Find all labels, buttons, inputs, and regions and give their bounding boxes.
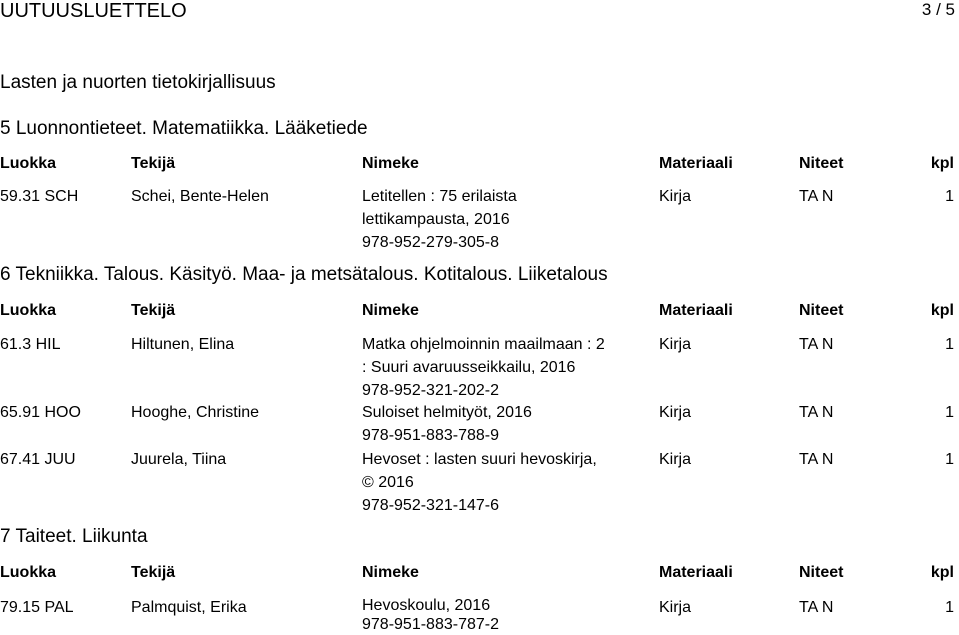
cell-nimeke <box>362 596 499 634</box>
cell-nimeke <box>362 401 532 447</box>
cell-kpl: 1 <box>945 404 954 421</box>
col-header-kpl: kpl <box>930 564 954 581</box>
section-title: 6 Tekniikka. Talous. Käsityö. Maa- ja metsätalous. Kotitalous. Liiketalous <box>0 264 608 285</box>
col-header-niteet: Niteet <box>799 155 844 172</box>
document-title: UUTUUSLUETTELO <box>0 0 187 22</box>
col-header-luokka: Luokka <box>0 155 57 172</box>
nimeke-line: 978-951-883-788-9 <box>362 427 499 444</box>
cell-luokka: 79.15 PAL <box>0 599 74 616</box>
cell-niteet: TA N <box>799 188 834 205</box>
col-header-niteet: Niteet <box>799 302 844 319</box>
cell-nimeke <box>362 185 517 254</box>
cell-materiaali: Kirja <box>659 451 692 468</box>
cell-luokka: 67.41 JUU <box>0 451 76 468</box>
col-header-kpl: kpl <box>930 155 954 172</box>
cell-niteet: TA N <box>799 404 834 421</box>
col-header-tekija: Tekijä <box>131 302 176 319</box>
nimeke-line: 978-952-321-147-6 <box>362 497 499 514</box>
cell-kpl: 1 <box>945 336 954 353</box>
nimeke-line: lettikampausta, 2016 <box>362 211 510 228</box>
col-header-nimeke: Nimeke <box>362 302 419 319</box>
col-header-materiaali: Materiaali <box>659 564 733 581</box>
cell-kpl: 1 <box>945 599 954 616</box>
col-header-nimeke: Nimeke <box>362 564 419 581</box>
cell-tekija: Hooghe, Christine <box>131 404 260 421</box>
cell-luokka: 65.91 HOO <box>0 404 81 421</box>
cell-materiaali: Kirja <box>659 599 692 616</box>
col-header-kpl: kpl <box>930 302 954 319</box>
col-header-materiaali: Materiaali <box>659 302 733 319</box>
nimeke-line: 978-952-279-305-8 <box>362 234 499 251</box>
cell-tekija: Palmquist, Erika <box>131 599 247 616</box>
main-heading: Lasten ja nuorten tietokirjallisuus <box>0 72 276 93</box>
section-title: 5 Luonnontieteet. Matematiikka. Lääketiede <box>0 118 368 139</box>
cell-materiaali: Kirja <box>659 188 692 205</box>
col-header-materiaali: Materiaali <box>659 155 733 172</box>
cell-nimeke <box>362 448 597 517</box>
nimeke-line: Suloiset helmityöt, 2016 <box>362 404 532 421</box>
col-header-tekija: Tekijä <box>131 155 176 172</box>
cell-niteet: TA N <box>799 451 834 468</box>
nimeke-line: Hevoskoulu, 2016 <box>362 597 491 614</box>
col-header-nimeke: Nimeke <box>362 155 419 172</box>
nimeke-line: Hevoset : lasten suuri hevoskirja, <box>362 451 597 468</box>
cell-materiaali: Kirja <box>659 404 692 421</box>
page-number: 3 / 5 <box>921 0 955 19</box>
col-header-tekija: Tekijä <box>131 564 176 581</box>
section-title: 7 Taiteet. Liikunta <box>0 526 148 547</box>
nimeke-line: 978-951-883-787-2 <box>362 616 499 633</box>
cell-tekija: Schei, Bente-Helen <box>131 188 269 205</box>
cell-luokka: 61.3 HIL <box>0 336 61 353</box>
cell-luokka: 59.31 SCH <box>0 188 79 205</box>
cell-kpl: 1 <box>945 451 954 468</box>
nimeke-line: © 2016 <box>362 474 414 491</box>
cell-kpl: 1 <box>945 188 954 205</box>
cell-tekija: Hiltunen, Elina <box>131 336 235 353</box>
cell-materiaali: Kirja <box>659 336 692 353</box>
col-header-niteet: Niteet <box>799 564 844 581</box>
cell-nimeke <box>362 333 605 402</box>
cell-niteet: TA N <box>799 336 834 353</box>
nimeke-line: Matka ohjelmoinnin maailmaan : 2 <box>362 336 605 353</box>
nimeke-line: Letitellen : 75 erilaista <box>362 188 517 205</box>
cell-niteet: TA N <box>799 599 834 616</box>
nimeke-line: 978-952-321-202-2 <box>362 382 499 399</box>
cell-tekija: Juurela, Tiina <box>131 451 227 468</box>
col-header-luokka: Luokka <box>0 564 57 581</box>
col-header-luokka: Luokka <box>0 302 57 319</box>
nimeke-line: : Suuri avaruusseikkailu, 2016 <box>362 359 576 376</box>
